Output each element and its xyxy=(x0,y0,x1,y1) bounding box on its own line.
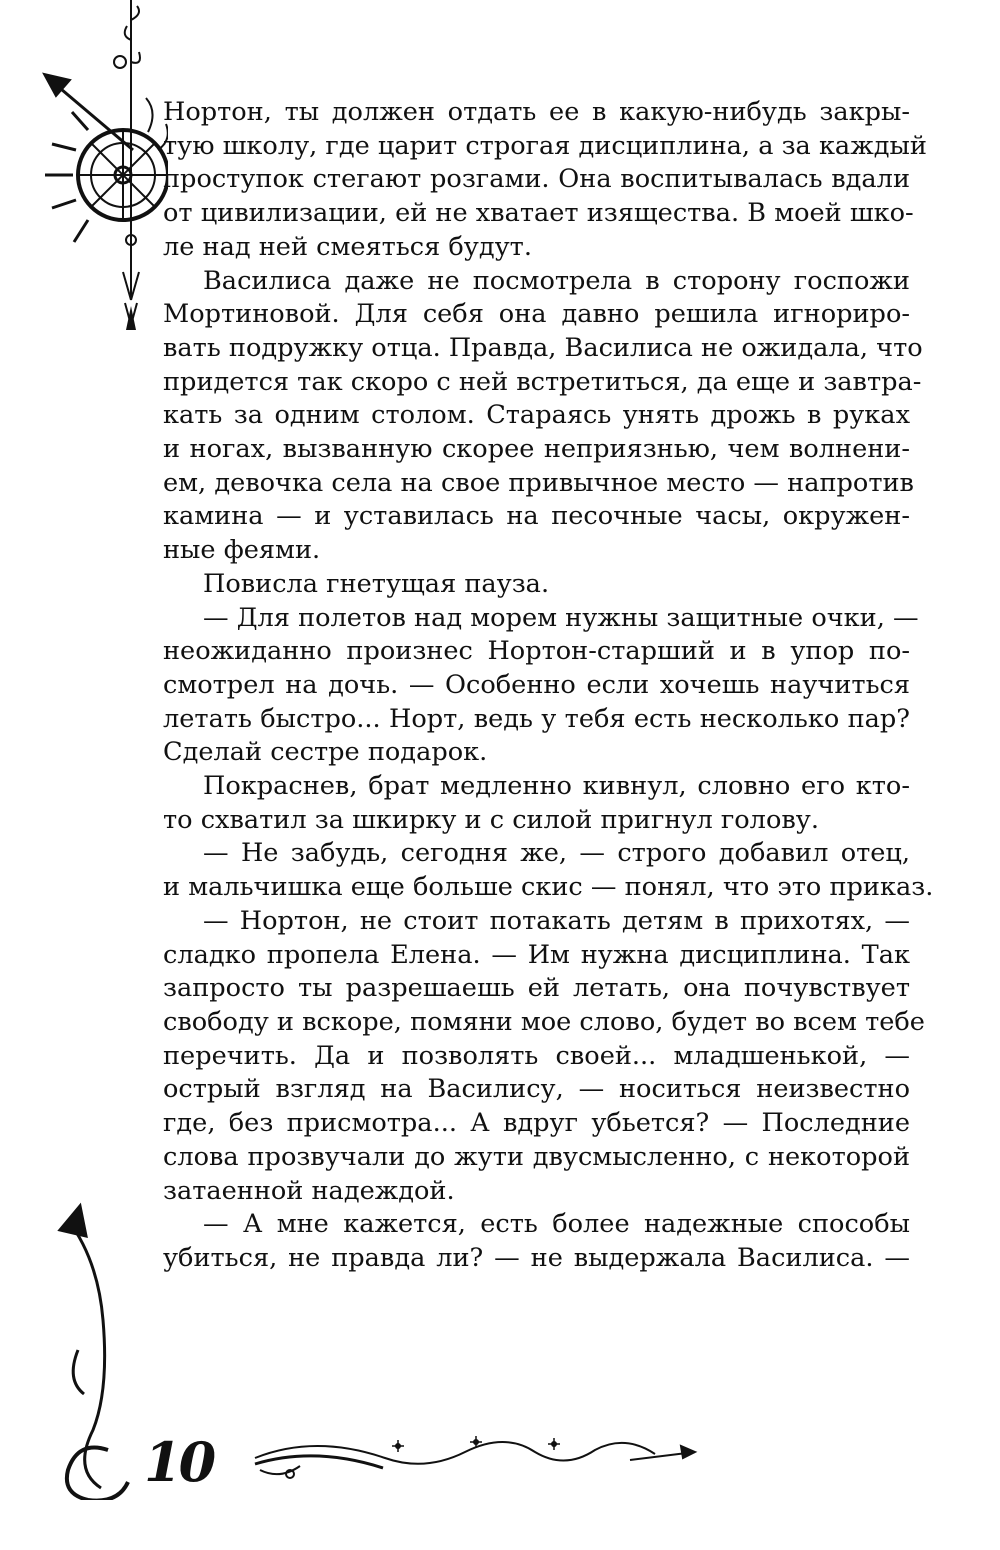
text-line: кать за одним столом. Стараясь унять дрожь в руках xyxy=(163,400,910,431)
text-line: вать подружку отца. Правда, Василиса не ожидала, что xyxy=(163,332,923,363)
text-line: сладко пропела Елена. — Им нужна дисциплина. Так xyxy=(163,939,910,970)
text-line: ные феями. xyxy=(163,535,321,566)
text-line: свободу и вскоре, помяни мое слово, будет во всем тебе xyxy=(163,1006,925,1037)
text-line: — А мне кажется, есть более надежные способы xyxy=(203,1209,910,1240)
main-text xyxy=(163,96,934,1276)
text-line: то схватил за шкирку и с силой пригнул голову. xyxy=(163,804,819,835)
paragraph xyxy=(163,770,910,837)
swirl-ornament-icon xyxy=(38,1200,158,1500)
text-line: и мальчишка еще больше скис — понял, что это приказ. xyxy=(163,872,934,903)
text-line: Повисла гнетущая пауза. xyxy=(203,568,550,599)
text-line: слова прозвучали до жути двусмысленно, с некоторой xyxy=(163,1141,910,1172)
text-line: Василиса даже не посмотрела в сторону госпожи xyxy=(203,265,910,296)
compass-ornament-icon xyxy=(28,0,168,335)
text-line: придется так скоро с ней встретиться, да еще и завтра- xyxy=(163,366,922,397)
paragraph xyxy=(163,602,919,771)
text-line: смотрел на дочь. — Особенно если хочешь научиться xyxy=(163,669,910,700)
text-line: — Не забудь, сегодня же, — строго добавил отец, xyxy=(203,838,910,869)
text-line: летать быстро... Норт, ведь у тебя есть несколько пар? xyxy=(163,703,910,734)
text-line: — Нортон, не стоит потакать детям в прихотях, — xyxy=(203,905,910,936)
paragraph xyxy=(163,265,923,568)
text-line: от цивилизации, ей не хватает изящества. В моей шко- xyxy=(163,198,914,229)
text-line: Покраснев, брат медленно кивнул, словно его кто- xyxy=(203,771,910,802)
text-line: — Для полетов над морем нужны защитные очки, — xyxy=(203,602,919,633)
text-line: Мортиновой. Для себя она давно решила игнориро- xyxy=(163,299,910,330)
text-line: проступок стегают розгами. Она воспитывалась вдали xyxy=(163,164,910,195)
paragraph xyxy=(163,568,910,602)
text-line: тую школу, где царит строгая дисциплина, а за каждый xyxy=(163,130,927,161)
paragraph xyxy=(163,96,927,265)
text-line: камина — и уставилась на песочные часы, окружен- xyxy=(163,501,910,532)
text-line: и ногах, вызванную скорее неприязнью, чем волнени- xyxy=(163,434,910,465)
text-line: затаенной надеждой. xyxy=(163,1175,455,1206)
text-line: ле над ней смеяться будут. xyxy=(163,231,532,262)
text-line: острый взгляд на Василису, — носиться неизвестно xyxy=(163,1074,910,1105)
paragraph xyxy=(163,905,925,1208)
page-number: 10 xyxy=(144,1430,214,1494)
paragraph xyxy=(163,837,934,904)
text-line: где, без присмотра... А вдруг убьется? — Последние xyxy=(163,1108,910,1139)
text-line: убиться, не правда ли? — не выдержала Василиса. — xyxy=(163,1242,910,1273)
text-line: Сделай сестре подарок. xyxy=(163,737,488,768)
text-line: ем, девочка села на свое привычное место — напротив xyxy=(163,467,914,498)
text-line: неожиданно произнес Нортон-старший и в упор по- xyxy=(163,636,910,667)
paragraph xyxy=(163,1208,910,1275)
text-line: Нортон, ты должен отдать ее в какую-нибудь закры- xyxy=(163,97,910,127)
text-line: запросто ты разрешаешь ей летать, она почувствует xyxy=(163,973,910,1004)
flourish-ornament-icon xyxy=(250,1430,700,1490)
text-line: перечить. Да и позволять своей... младшенькой, — xyxy=(163,1040,910,1071)
